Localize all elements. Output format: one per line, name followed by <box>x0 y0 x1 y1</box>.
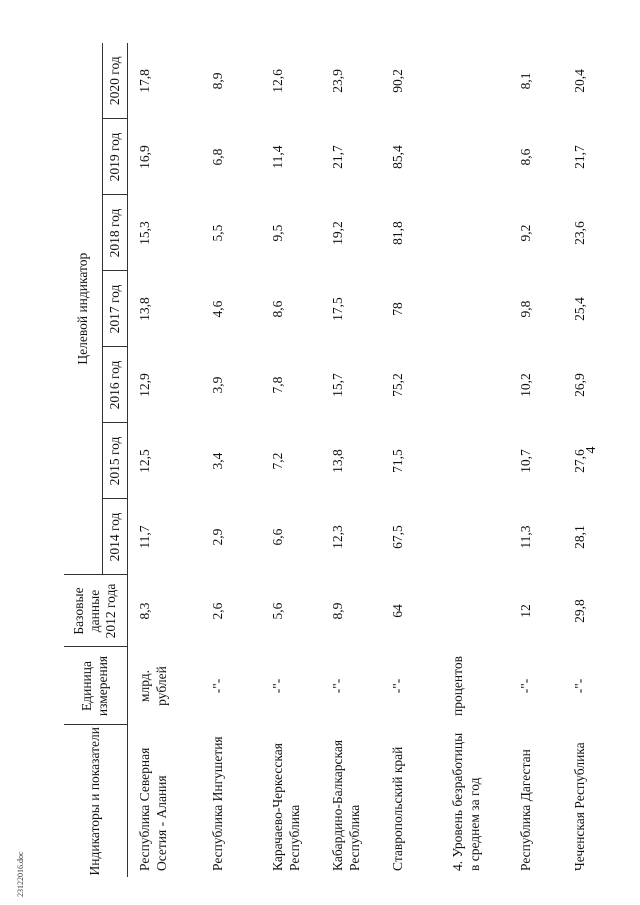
header-base: Базовые данные 2012 года <box>64 575 127 647</box>
row-target-value <box>441 347 509 423</box>
header-year: 2015 год <box>102 423 127 499</box>
row-target-value: 21,7 <box>330 145 345 169</box>
table-row <box>441 43 509 877</box>
row-base-value: 12 <box>518 604 533 618</box>
row-target-value: 16,9 <box>136 145 152 169</box>
row-target-value: 81,8 <box>390 221 405 245</box>
row-unit: -"- <box>270 678 285 694</box>
row-target-value: 6,6 <box>270 528 285 546</box>
row-target-value: 8,1 <box>518 72 533 90</box>
row-target-value: 2,9 <box>210 528 225 546</box>
row-target-value: 8,9 <box>210 72 225 90</box>
header-year: 2019 год <box>102 119 127 195</box>
row-label: 4. Уровень безработицы в среднем за год <box>450 732 482 871</box>
row-target-value: 75,2 <box>390 373 405 397</box>
header-year: 2016 год <box>102 347 127 423</box>
row-target-value: 3,4 <box>210 452 225 470</box>
row-target-value: 78 <box>390 302 405 316</box>
row-label: Чеченская Республика <box>572 742 587 871</box>
row-target-value: 9,5 <box>270 224 285 242</box>
row-target-value <box>441 423 509 499</box>
row-unit: -"- <box>518 678 533 694</box>
header-target: Целевой индикатор <box>64 43 102 575</box>
row-target-value: 5,5 <box>210 224 225 242</box>
row-unit: -"- <box>390 678 405 694</box>
row-target-value: 20,4 <box>572 69 587 93</box>
row-base-value: 8,9 <box>330 602 345 620</box>
row-target-value: 10,7 <box>518 449 533 473</box>
row-target-value: 15,3 <box>136 221 152 245</box>
row-target-value: 11,7 <box>136 525 152 549</box>
row-label: Республика Ингушетия <box>210 736 225 871</box>
row-target-value: 15,7 <box>330 373 345 397</box>
row-target-value: 12,6 <box>270 69 285 93</box>
row-label: Кабардино-Балкарская Республика <box>330 739 362 871</box>
table-row <box>563 43 623 877</box>
row-target-value: 27,6 <box>572 449 587 473</box>
row-target-value <box>441 43 509 119</box>
row-base-value <box>441 575 509 647</box>
row-label: Ставропольский край <box>390 746 405 871</box>
row-target-value: 4,6 <box>210 300 225 318</box>
row-target-value <box>441 499 509 575</box>
row-unit: -"- <box>210 678 225 694</box>
row-target-value: 21,7 <box>572 145 587 169</box>
row-target-value: 13,8 <box>330 449 345 473</box>
header-indicator: Индикаторы и показатели <box>64 725 127 877</box>
table-row <box>509 43 563 877</box>
row-target-value: 8,6 <box>518 148 533 166</box>
row-base-value: 5,6 <box>270 602 285 620</box>
row-label: Республика Дагестан <box>518 749 533 871</box>
row-target-value: 13,8 <box>136 297 152 321</box>
row-label: Республика Северная Осетия - Алания <box>136 747 169 871</box>
row-target-value: 7,2 <box>270 452 285 470</box>
row-target-value: 85,4 <box>390 145 405 169</box>
table-row <box>261 43 321 877</box>
row-base-value: 64 <box>390 604 405 618</box>
row-target-value: 90,2 <box>390 69 405 93</box>
table-row <box>201 43 261 877</box>
row-target-value <box>441 119 509 195</box>
row-target-value: 3,9 <box>210 376 225 394</box>
row-target-value: 12,9 <box>136 373 152 397</box>
table-row <box>127 43 201 877</box>
row-base-value: 2,6 <box>210 602 225 620</box>
row-target-value: 28,1 <box>572 525 587 549</box>
header-year: 2018 год <box>102 195 127 271</box>
row-target-value: 8,6 <box>270 300 285 318</box>
row-target-value: 26,9 <box>572 373 587 397</box>
row-target-value: 17,8 <box>136 69 152 93</box>
header-year: 2017 год <box>102 271 127 347</box>
header-year: 2020 год <box>102 43 127 119</box>
row-target-value: 6,8 <box>210 148 225 166</box>
row-target-value: 17,5 <box>330 297 345 321</box>
indicators-table <box>64 43 623 877</box>
row-target-value: 19,2 <box>330 221 345 245</box>
page-number: 4 <box>584 446 599 454</box>
row-unit: процентов <box>450 656 465 717</box>
row-target-value: 12,5 <box>136 449 152 473</box>
row-base-value: 29,8 <box>572 599 587 623</box>
row-target-value: 11,3 <box>518 525 533 549</box>
row-target-value: 11,4 <box>270 145 285 169</box>
row-target-value: 9,8 <box>518 300 533 318</box>
row-target-value: 12,3 <box>330 525 345 549</box>
row-target-value: 25,4 <box>572 297 587 321</box>
header-unit: Единица измерения <box>64 647 127 725</box>
table-row <box>321 43 381 877</box>
row-unit: -"- <box>330 678 345 694</box>
row-unit: млрд. рублей <box>136 666 169 706</box>
row-target-value <box>441 271 509 347</box>
row-target-value: 71,5 <box>390 449 405 473</box>
row-unit: -"- <box>572 678 587 694</box>
table-body <box>127 43 623 877</box>
row-target-value: 9,2 <box>518 224 533 242</box>
row-target-value <box>441 195 509 271</box>
row-target-value: 23,9 <box>330 69 345 93</box>
document-id: 23122016.doc <box>16 851 25 897</box>
header-year: 2014 год <box>102 499 127 575</box>
row-base-value: 8,3 <box>136 602 152 620</box>
row-target-value: 23,6 <box>572 221 587 245</box>
row-target-value: 67,5 <box>390 525 405 549</box>
row-target-value: 7,8 <box>270 376 285 394</box>
row-label: Карачаево-Черкесская Республика <box>270 743 302 871</box>
row-target-value: 10,2 <box>518 373 533 397</box>
table-row <box>381 43 441 877</box>
